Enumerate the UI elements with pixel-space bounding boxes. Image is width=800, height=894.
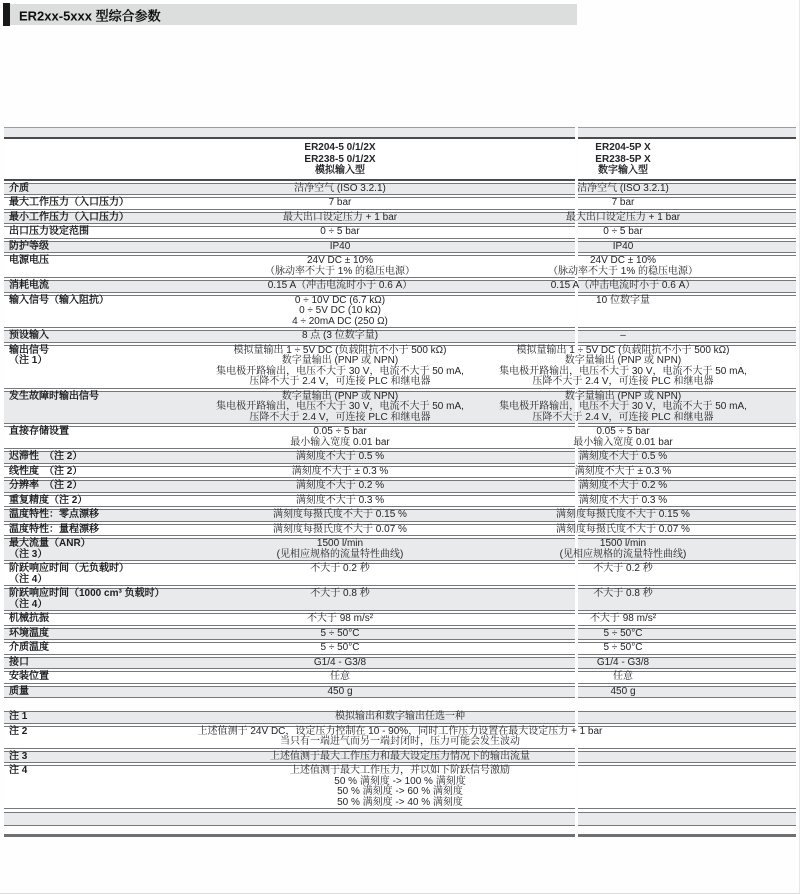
row-label xyxy=(4,427,154,448)
row-label-line: 防护等级 xyxy=(9,240,49,252)
row-label-line: （注 3） xyxy=(9,548,48,560)
table-header-row xyxy=(4,139,796,181)
note-label: 注 4 xyxy=(9,765,28,776)
value-line: 模拟量输出 1 ÷ 5V DC (负载阻抗不小于 500 kΩ) xyxy=(516,344,730,356)
value-line: 最大出口设定压力 + 1 bar xyxy=(282,211,398,223)
row-value-digital xyxy=(450,281,796,292)
value-line: 洁净空气 (ISO 3.2.1) xyxy=(577,182,669,194)
row-label-line: 接口 xyxy=(9,656,29,668)
title-accent-bar xyxy=(3,3,10,26)
value-line: 5 ÷ 50°C xyxy=(320,642,360,653)
value-line: 集电极开路输出，电压不大于 30 V，电流不大于 50 mA, xyxy=(499,401,747,412)
row-label xyxy=(4,452,154,463)
row-label xyxy=(4,629,154,640)
table-row xyxy=(4,295,796,329)
table-row xyxy=(4,495,796,508)
column-header-digital xyxy=(450,142,796,177)
row-label-line: 最小工作压力（入口压力） xyxy=(9,211,129,223)
row-label xyxy=(4,242,154,253)
value-line: 10 位数字量 xyxy=(596,294,650,306)
row-label-line: 机械抗振 xyxy=(9,613,49,624)
value-line: 450 g xyxy=(610,685,636,697)
row-value-digital xyxy=(450,392,796,424)
value-line: 8 点 (3 位数字量) xyxy=(301,330,379,341)
note-text xyxy=(4,752,796,763)
value-line: 集电极开路输出，电压不大于 30 V，电流不大于 50 mA, xyxy=(216,401,464,412)
value-line: 满刻度不大于 0.3 % xyxy=(578,494,668,506)
row-label-line: 输出信号 xyxy=(9,344,49,356)
row-value-digital xyxy=(450,467,796,478)
top-band-left xyxy=(4,127,575,139)
row-value-digital xyxy=(450,525,796,536)
row-label-line: 迟滞性 （注 2） xyxy=(9,451,83,462)
section-title-bar xyxy=(3,4,577,25)
notes-gap xyxy=(4,698,796,709)
row-value-digital xyxy=(450,687,796,698)
value-line: G1/4 - G3/8 xyxy=(313,656,367,668)
table-row xyxy=(4,183,796,196)
value-line: 24V DC ± 10% xyxy=(589,255,657,266)
note-row xyxy=(4,726,796,749)
note-text-line: 50 % 满刻度 -> 40 % 满刻度 xyxy=(337,796,463,808)
value-line: 24V DC ± 10% xyxy=(306,255,374,266)
value-line: 数字量输出 (PNP 或 NPN) xyxy=(564,355,682,366)
table-row xyxy=(4,212,796,225)
row-label xyxy=(4,564,154,585)
table-row xyxy=(4,255,796,278)
row-label xyxy=(4,467,154,478)
value-line: 满刻度每摄氏度不大于 0.07 % xyxy=(556,523,690,535)
note-row xyxy=(4,751,796,764)
value-line: 不大于 0.8 秒 xyxy=(593,588,653,599)
row-label xyxy=(4,481,154,492)
value-line: 7 bar xyxy=(328,197,352,208)
row-value-digital xyxy=(450,213,796,224)
value-line: 0.05 ÷ 5 bar xyxy=(596,426,650,437)
value-line: – xyxy=(620,330,626,341)
value-line: 满刻度不大于 ± 0.3 % xyxy=(291,465,389,477)
column-type-label: 数字输入型 xyxy=(598,165,648,176)
table-row xyxy=(4,642,796,655)
value-line: 压降不大于 2.4 V，可连接 PLC 和继电器 xyxy=(532,376,714,387)
table-row xyxy=(4,451,796,464)
value-line: 0.15 A（冲击电流时小于 0.6 A） xyxy=(550,280,696,291)
value-line: 450 g xyxy=(327,685,353,697)
table-row xyxy=(4,628,796,641)
value-line: 洁净空气 (ISO 3.2.1) xyxy=(294,182,386,194)
table-row xyxy=(4,509,796,522)
value-line: 4 ÷ 20mA DC (250 Ω) xyxy=(292,315,388,327)
bottom-rule xyxy=(4,834,796,837)
value-line: 1500 l/min xyxy=(316,538,364,549)
model-name: ER238-5 0/1/2X xyxy=(304,153,376,165)
table-row xyxy=(4,480,796,493)
spec-table xyxy=(4,127,796,837)
value-line: 压降不大于 2.4 V，可连接 PLC 和继电器 xyxy=(249,376,431,387)
row-value-digital xyxy=(450,629,796,640)
note-text-line: 50 % 满刻度 -> 60 % 满刻度 xyxy=(337,786,463,797)
value-line: 不大于 0.2 秒 xyxy=(310,563,370,574)
row-label-line: 安装位置 xyxy=(9,671,49,682)
row-value-digital xyxy=(450,331,796,342)
row-value-digital xyxy=(450,481,796,492)
row-label-line: 阶跃响应时间（无负载时） xyxy=(9,563,129,574)
value-line: 满刻度不大于 ± 0.3 % xyxy=(574,465,672,477)
value-line: 不大于 0.8 秒 xyxy=(310,588,370,599)
row-value-digital xyxy=(450,346,796,388)
row-label-line: 质量 xyxy=(9,685,29,697)
value-line: 不大于 0.2 秒 xyxy=(593,563,653,574)
value-line: 0.15 A（冲击电流时小于 0.6 A） xyxy=(267,280,413,291)
row-value-digital xyxy=(450,510,796,521)
row-value-digital xyxy=(450,198,796,209)
row-value-digital xyxy=(450,614,796,625)
model-name: ER238-5P X xyxy=(595,153,651,165)
table-row xyxy=(4,613,796,626)
row-label xyxy=(4,539,154,560)
row-label-line: 介质温度 xyxy=(9,642,49,653)
row-label-line: 电源电压 xyxy=(9,255,49,266)
note-row xyxy=(4,765,796,809)
row-label xyxy=(4,392,154,424)
table-row xyxy=(4,588,796,611)
value-line: 0 ÷ 5V DC (10 kΩ) xyxy=(299,305,381,316)
row-value-digital xyxy=(450,227,796,238)
row-label-line: （注 1） xyxy=(9,355,48,366)
table-row xyxy=(4,241,796,254)
table-row xyxy=(4,657,796,670)
row-value-digital xyxy=(450,452,796,463)
table-row xyxy=(4,563,796,586)
table-top-band xyxy=(4,127,796,139)
value-line: 最小输入宽度 0.01 bar xyxy=(573,436,673,448)
row-value-digital xyxy=(450,427,796,448)
row-label xyxy=(4,346,154,388)
row-value-digital xyxy=(450,496,796,507)
value-line: 7 bar xyxy=(611,197,635,208)
page-title: ER2xx-5xxx 型综合参数 xyxy=(19,8,161,23)
row-label-line: （注 4） xyxy=(9,573,48,585)
value-line: 满刻度不大于 0.2 % xyxy=(295,480,385,491)
row-label-line: 温度特性：量程漂移 xyxy=(9,523,99,535)
row-label-line: （注 4） xyxy=(9,598,48,610)
row-value-digital xyxy=(450,672,796,683)
row-label-line: 输入信号（输入阻抗） xyxy=(9,294,109,306)
value-line: 0 ÷ 5 bar xyxy=(603,226,643,237)
value-line: (见相应规格的流量特性曲线) xyxy=(559,548,687,560)
note-row xyxy=(4,711,796,724)
column-type-label: 模拟输入型 xyxy=(315,165,365,176)
table-row xyxy=(4,426,796,449)
value-line: 满刻度不大于 0.5 % xyxy=(578,451,668,462)
note-text-line: 上述值测于 24V DC，设定压力控制在 10 - 90%，同时工作压力设置在最大设定压力 + 1 bar xyxy=(197,725,603,737)
value-line: 不大于 98 m/s² xyxy=(306,613,374,624)
table-row xyxy=(4,197,796,210)
value-line: 0 ÷ 10V DC (6.7 kΩ) xyxy=(294,294,386,306)
row-value-digital xyxy=(450,256,796,277)
spec-rows xyxy=(4,183,796,699)
table-row xyxy=(4,686,796,699)
table-row xyxy=(4,345,796,389)
row-label-line: 消耗电流 xyxy=(9,280,49,291)
value-line: 模拟量输出 1 ÷ 5V DC (负载阻抗不小于 500 kΩ) xyxy=(233,344,447,356)
value-line: 任意 xyxy=(613,671,633,682)
table-row xyxy=(4,466,796,479)
note-label: 注 3 xyxy=(9,750,28,762)
row-value-digital xyxy=(450,296,796,328)
row-label xyxy=(4,296,154,328)
value-line: G1/4 - G3/8 xyxy=(596,656,650,668)
model-name: ER204-5 0/1/2X xyxy=(304,142,376,153)
row-label xyxy=(4,658,154,669)
value-line: 满刻度不大于 0.5 % xyxy=(295,451,385,462)
notes-table xyxy=(4,711,796,809)
note-text-line: 50 % 满刻度 -> 100 % 满刻度 xyxy=(334,775,466,787)
value-line: 满刻度不大于 0.3 % xyxy=(295,494,385,506)
value-line: 任意 xyxy=(330,671,350,682)
row-label xyxy=(4,281,154,292)
row-label-line: 最大流量（ANR） xyxy=(9,538,91,549)
model-name: ER204-5P X xyxy=(595,142,651,153)
row-value-digital xyxy=(450,539,796,560)
table-row xyxy=(4,671,796,684)
value-line: 0.05 ÷ 5 bar xyxy=(313,426,367,437)
row-label-line: 介质 xyxy=(9,182,29,194)
row-value-digital xyxy=(450,658,796,669)
value-line: 5 ÷ 50°C xyxy=(603,627,643,639)
note-text-line: 上述值测于最大工作压力，并以如下阶跃信号激励 xyxy=(290,765,510,776)
note-label: 注 1 xyxy=(9,711,28,722)
value-line: 压降不大于 2.4 V，可连接 PLC 和继电器 xyxy=(249,411,431,423)
value-line: (见相应规格的流量特性曲线) xyxy=(276,548,404,560)
row-label-line: 直接存储设置 xyxy=(9,426,69,437)
note-label: 注 2 xyxy=(9,725,28,737)
row-label-line: 环境温度 xyxy=(9,627,49,639)
row-label xyxy=(4,510,154,521)
value-line: 数字量输出 (PNP 或 NPN) xyxy=(564,390,682,402)
table-row xyxy=(4,524,796,537)
row-label xyxy=(4,227,154,238)
row-label-line: 出口压力设定范围 xyxy=(9,226,89,237)
note-text-line: 模拟输出和数字输出任选一种 xyxy=(335,711,465,722)
row-label-line: 预设输入 xyxy=(9,330,49,341)
row-value-digital xyxy=(450,184,796,195)
table-row xyxy=(4,280,796,293)
row-value-digital xyxy=(450,564,796,585)
value-line: 集电极开路输出，电压不大于 30 V，电流不大于 50 mA, xyxy=(216,365,464,377)
value-line: 数字量输出 (PNP 或 NPN) xyxy=(281,355,399,366)
table-row xyxy=(4,330,796,343)
row-label xyxy=(4,496,154,507)
value-line: IP40 xyxy=(612,240,634,252)
value-line: 5 ÷ 50°C xyxy=(320,627,360,639)
row-label-line: 温度特性：零点漂移 xyxy=(9,509,99,520)
empty-bottom-band xyxy=(4,812,796,826)
value-line: 数字量输出 (PNP 或 NPN) xyxy=(281,390,399,402)
row-value-digital xyxy=(450,589,796,610)
row-label-line: 重复精度（注 2） xyxy=(9,494,88,506)
value-line: 最小输入宽度 0.01 bar xyxy=(290,436,390,448)
value-line: 0 ÷ 5 bar xyxy=(320,226,360,237)
row-label xyxy=(4,614,154,625)
row-label-line: 分辨率 （注 2） xyxy=(9,480,83,491)
note-text-line: 上述值测于最大工作压力和最大设定压力情况下的输出流量 xyxy=(270,750,530,762)
value-line: 最大出口设定压力 + 1 bar xyxy=(565,211,681,223)
row-label xyxy=(4,525,154,536)
value-line: 满刻度不大于 0.2 % xyxy=(578,480,668,491)
value-line: 满刻度每摄氏度不大于 0.07 % xyxy=(273,523,407,535)
row-label-line: 线性度 （注 2） xyxy=(9,465,83,477)
table-row xyxy=(4,538,796,561)
top-band-right xyxy=(578,127,796,139)
note-text xyxy=(4,712,796,723)
row-label-line: 发生故障时输出信号 xyxy=(9,390,99,402)
row-label xyxy=(4,256,154,277)
table-row xyxy=(4,391,796,425)
value-line: 5 ÷ 50°C xyxy=(603,642,643,653)
value-line: 1500 l/min xyxy=(599,538,647,549)
row-label xyxy=(4,588,165,610)
value-line: （脉动率不大于 1% 的稳压电源） xyxy=(264,265,415,277)
value-line: 压降不大于 2.4 V，可连接 PLC 和继电器 xyxy=(532,411,714,423)
row-label xyxy=(4,213,154,224)
note-text-line: 当只有一端进气而另一端封闭时，压力可能会发生波动 xyxy=(280,736,520,747)
row-label xyxy=(4,672,154,683)
note-text xyxy=(4,727,796,748)
row-label-line: 阶跃响应时间（1000 cm³ 负载时） xyxy=(9,588,165,599)
value-line: 集电极开路输出，电压不大于 30 V，电流不大于 50 mA, xyxy=(499,365,747,377)
row-label xyxy=(4,687,154,698)
value-line: 不大于 98 m/s² xyxy=(589,613,657,624)
row-label xyxy=(4,331,154,342)
row-label xyxy=(4,184,154,195)
note-text xyxy=(4,766,796,808)
row-label xyxy=(4,643,154,654)
row-value-digital xyxy=(450,242,796,253)
row-label-line: 最大工作压力（入口压力） xyxy=(9,197,129,208)
value-line: 满刻度每摄氏度不大于 0.15 % xyxy=(273,509,407,520)
row-value-digital xyxy=(450,643,796,654)
value-line: 满刻度每摄氏度不大于 0.15 % xyxy=(556,509,690,520)
value-line: IP40 xyxy=(329,240,351,252)
row-label xyxy=(4,198,154,209)
table-row xyxy=(4,226,796,239)
value-line: （脉动率不大于 1% 的稳压电源） xyxy=(547,265,698,277)
